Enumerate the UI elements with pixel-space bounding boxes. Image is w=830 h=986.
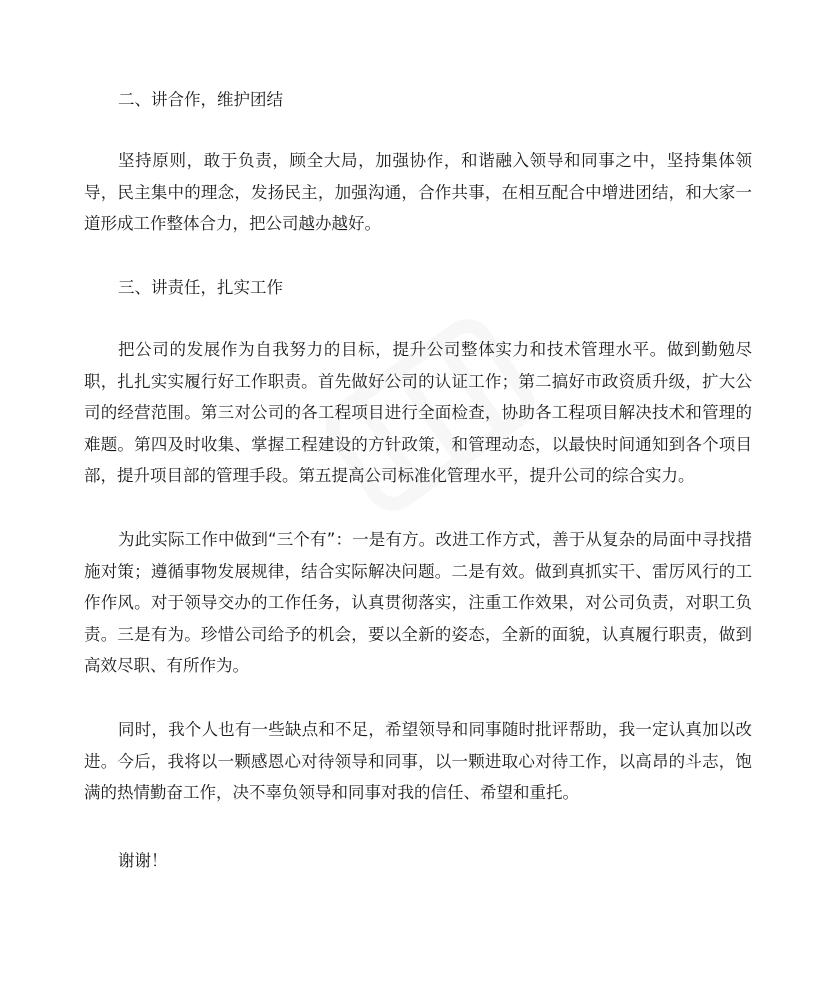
- paragraph-shortcomings: 同时，我个人也有一些缺点和不足，希望领导和同事随时批评帮助，我一定认真加以改进。今后，我将以一颗感恩心对待领导和同事，以一颗进取心对待工作，以高昂的斗志，饱满的热情勤奋工作，决不辜负领导和同事对我的信任、希望和重托。: [84, 720, 752, 802]
- paragraph-cooperation: 坚持原则，敢于负责，顾全大局，加强协作，和谐融入领导和同事之中，坚持集体领导，民主集中的理念，发扬民主，加强沟通，合作共事，在相互配合中增进团结，和大家一道形成工作整体合力，把公司越办越好。: [84, 151, 752, 233]
- paragraph-three-haves: 为此实际工作中做到“三个有”：一是有方。改进工作方式，善于从复杂的局面中寻找措施对策；遵循事物发展规律，结合实际解决问题。二是有效。做到真抓实干、雷厉风行的工作作风。对于领导交办的工作任务，认真贯彻落实，注重工作效果，对公司负责，对职工负责。三是有为。珍惜公司给予的机会，要以全新的姿态，全新的面貌，认真履行职责，做到高效尽职、有所作为。: [84, 530, 752, 675]
- closing-thanks: 谢谢！: [118, 851, 168, 870]
- section-heading-cooperation: 二、讲合作，维护团结: [118, 90, 283, 109]
- section-heading-responsibility: 三、讲责任，扎实工作: [118, 278, 283, 297]
- paragraph-company-development: 把公司的发展作为自我努力的目标，提升公司整体实力和技术管理水平。做到勤勉尽职，扎扎实实履行好工作职责。首先做好公司的认证工作；第二搞好市政资质升级，扩大公司的经营范围。第三对公司的各工程项目进行全面检查，协助各工程项目解决技术和管理的难题。第四及时收集、掌握工程建设的方针政策，和管理动态，以最快时间通知到各个项目部，提升项目部的管理手段。第五提高公司标准化管理水平，提升公司的综合实力。: [84, 340, 752, 485]
